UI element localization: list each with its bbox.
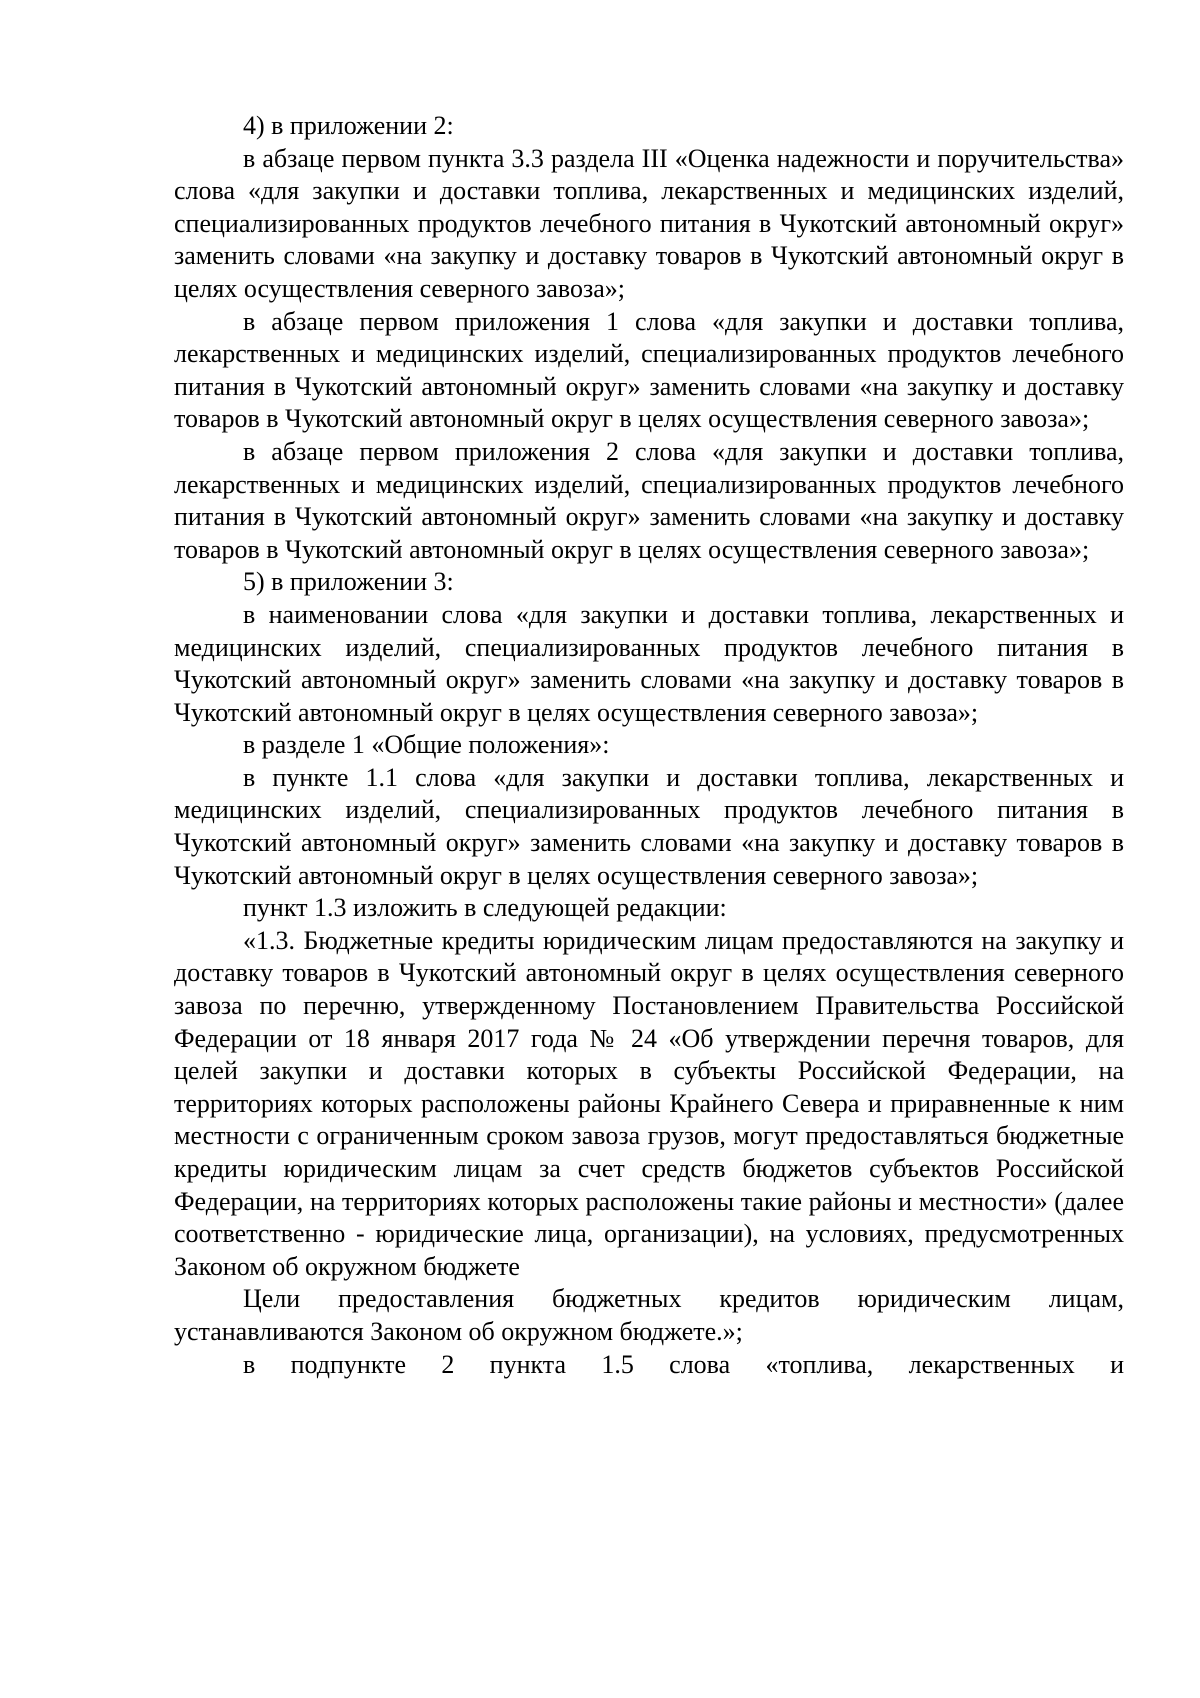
paragraph-item-1-1: в пункте 1.1 слова «для закупки и доставки топлива, лекарственных и медицинских изделий, специализированных продуктов лечебного питания в Чукотский автономный округ» заменить словами «на закупку и доставку товаров в Чукотский автономный округ в целях осуществления северного завоза»; <box>174 762 1124 890</box>
paragraph-section-1-heading: в разделе 1 «Общие положения»: <box>243 730 610 760</box>
paragraph-item-1-3-intro: пункт 1.3 изложить в следующей редакции: <box>243 893 727 923</box>
paragraph-section-3-3: в абзаце первом пункта 3.3 раздела III «Оценка надежности и поручительства» слова «для закупки и доставки топлива, лекарственных и медицинских изделий, специализированных продуктов лечебного питания в Чукотский автономный округ» заменить словами «на закупку и доставку товаров в Чукотский автономный округ в целях осуществления северного завоза»; <box>174 143 1124 303</box>
paragraph-item-1-3-text: «1.3. Бюджетные кредиты юридическим лицам предоставляются на закупку и доставку товаров в Чукотский автономный округ в целях осуществления северного завоза по перечню, утвержденному Постановлением Правительства Российской Федерации от 18 января 2017 года № 24 «Об утверждении перечня товаров, для целей закупки и доставки которых в субъекты Российской Федерации, на территориях которых расположены районы Крайнего Севера и приравненные к ним местности с ограниченным сроком завоза грузов, могут предоставляться бюджетные кредиты юридическим лицам за счет средств бюджетов субъектов Российской Федерации, на территориях которых расположены такие районы и местности» (далее соответственно - юридические лица, организации), на условиях, предусмотренных Законом об окружном бюджете <box>174 925 1124 1281</box>
paragraph-appendix-2-heading: 4) в приложении 2: <box>243 111 454 140</box>
paragraph-appendix-1: в абзаце первом приложения 1 слова «для закупки и доставки топлива, лекарственных и медицинских изделий, специализированных продуктов лечебного питания в Чукотский автономный округ» заменить словами «на закупку и доставку товаров в Чукотский автономный округ в целях осуществления северного завоза»; <box>174 306 1124 434</box>
paragraph-goals: Цели предоставления бюджетных кредитов юридическим лицам, устанавливаются Законом об окружном бюджете.»; <box>174 1284 1124 1346</box>
paragraph-subitem-2: в подпункте 2 пункта 1.5 слова «топлива, лекарственных и <box>243 1349 1124 1379</box>
paragraph-appendix-3-heading: 5) в приложении 3: <box>243 567 454 597</box>
paragraph-title-amendment: в наименовании слова «для закупки и доставки топлива, лекарственных и медицинских изделий, специализированных продуктов лечебного питания в Чукотский автономный округ» заменить словами «на закупку и доставку товаров в Чукотский автономный округ в целях осуществления северного завоза»; <box>174 599 1124 727</box>
document-page <box>174 110 1124 1381</box>
paragraph-appendix-2: в абзаце первом приложения 2 слова «для закупки и доставки топлива, лекарственных и медицинских изделий, специализированных продуктов лечебного питания в Чукотский автономный округ» заменить словами «на закупку и доставку товаров в Чукотский автономный округ в целях осуществления северного завоза»; <box>174 436 1124 564</box>
